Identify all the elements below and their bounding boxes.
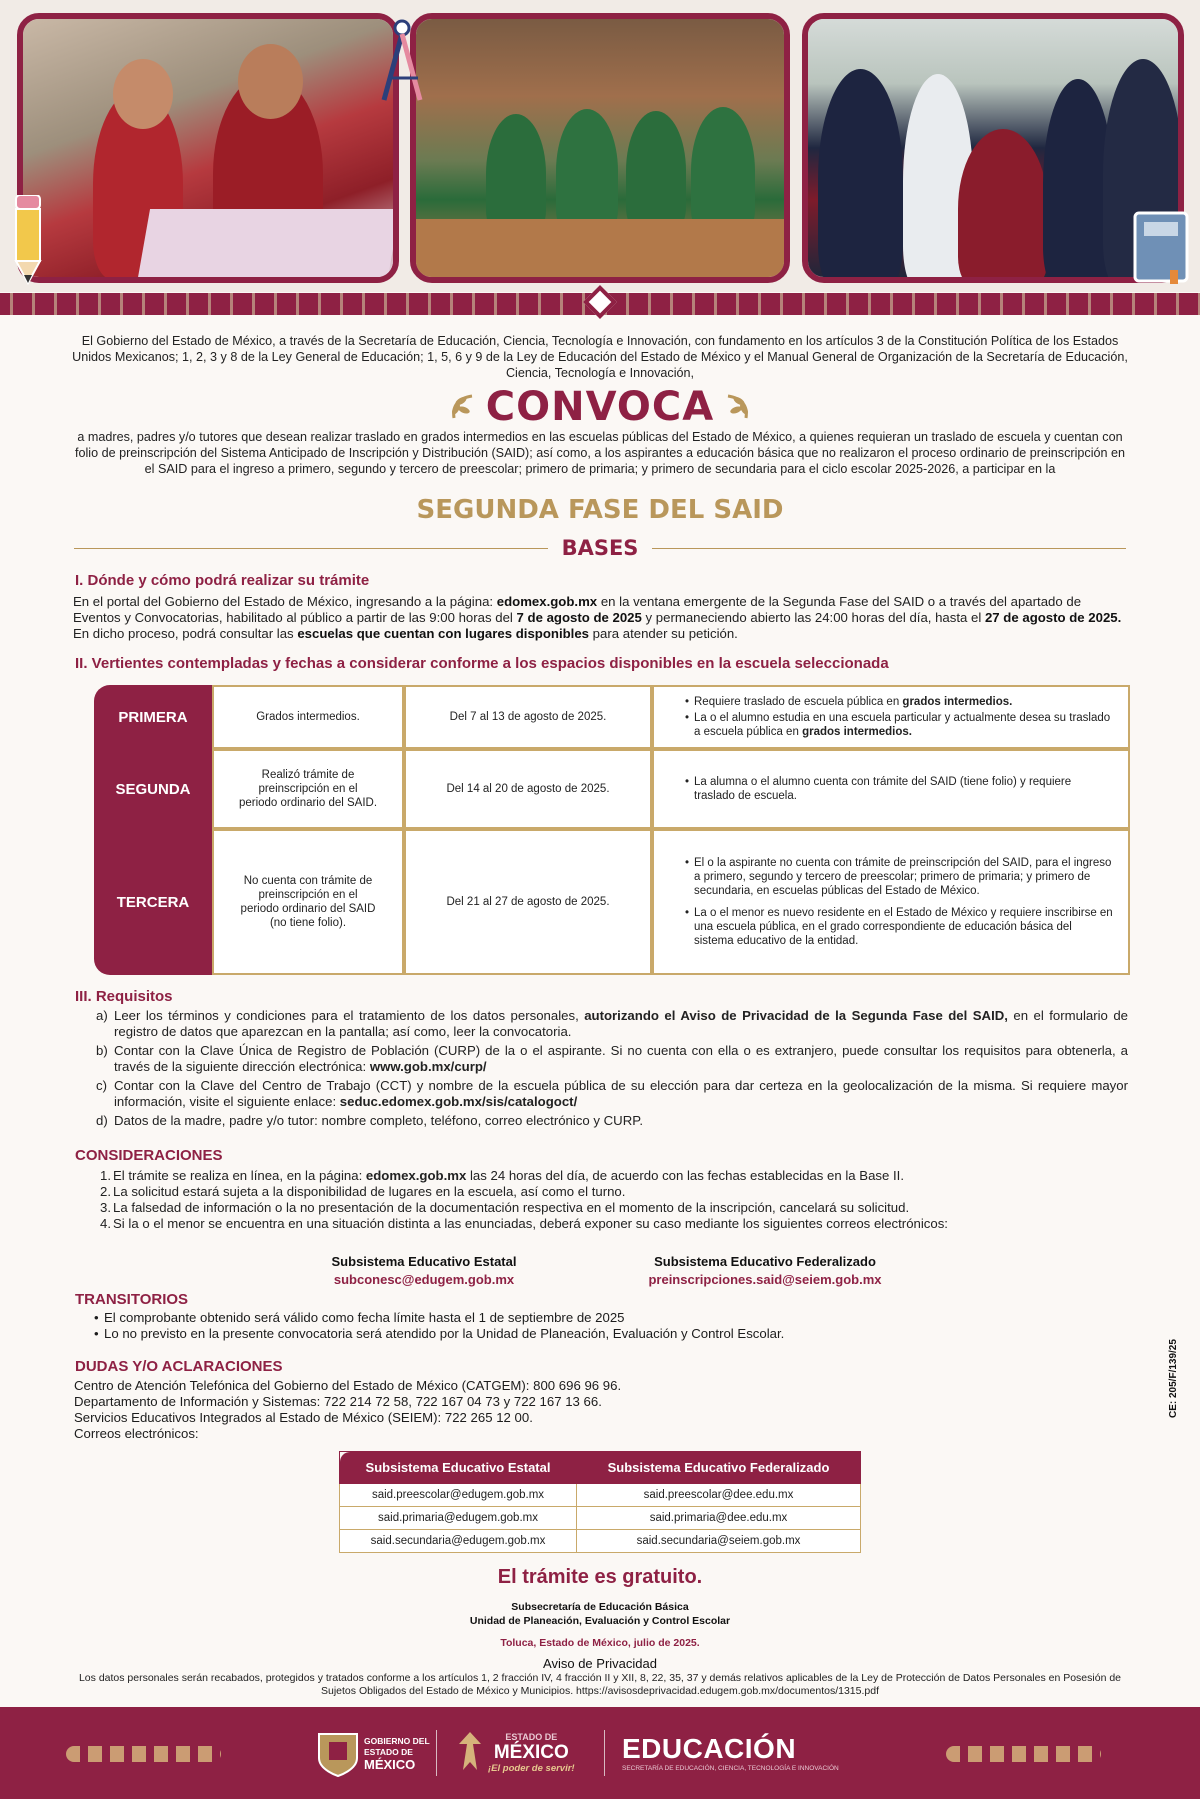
row-dates: Del 14 al 20 de agosto de 2025. (404, 749, 652, 829)
footer-divider (436, 1730, 437, 1776)
table-row (340, 1484, 861, 1507)
row-conditions (652, 685, 1130, 749)
photo-primary-students (410, 13, 790, 283)
list-item: c) Contar con la Clave del Centro de Trabajo (CCT) y nombre de la escuela pública de su elección para dar certeza en la geolocalización de la misma. Si requiere mayor información, visite el siguiente enlace: seduc.edomex.gob.mx/sis/catalogoct/ (96, 1078, 1128, 1109)
bases-title: BASES (561, 536, 639, 560)
notebook-icon (1132, 210, 1190, 286)
list-item: 4. Si la o el menor se encuentra en una situación distinta a las enunciadas, deberá exponer su caso mediante los siguientes correos electrónicos: (100, 1216, 948, 1231)
row-label: PRIMERA (94, 685, 212, 749)
footer-ornament-right (946, 1746, 1101, 1762)
convoca-heading (0, 382, 1200, 432)
section-1-text: En el portal del Gobierno del Estado de México, ingresando a la página: edomex.gob.mx en la ventana emergente de la Segunda Fase del SAID o a través del apartado de Eventos y Convocatorias, habilitado al público a partir de las 9:00 horas del 7 de agosto de 2025 y permaneciendo abierto las 24:00 horas del día, hasta el 27 de agosto de 2025. En dicho proceso, podrá consultar las escuelas que cuentan con lugares disponibles para atender su petición. (73, 594, 1122, 641)
row-dates: Del 7 al 13 de agosto de 2025. (404, 685, 652, 749)
state-seal-icon (315, 1728, 361, 1783)
list-item: 1. El trámite se realiza en línea, en la página: edomex.gob.mx las 24 horas del día, de acuerdo con las fechas establecidas en la Base II. (100, 1168, 904, 1183)
condor-icon (455, 1730, 485, 1774)
footer-ornament-left (66, 1746, 221, 1762)
subsistema-federal-email[interactable]: preinscripciones.said@seiem.gob.mx (648, 1272, 882, 1287)
row-conditions (652, 749, 1130, 829)
list-item: • Lo no previsto en la presente convocatoria será atendido por la Unidad de Planeación, Evaluación y Control Escolar. (94, 1326, 1124, 1342)
convoca-paragraph: a madres, padres y/o tutores que desean realizar traslado en grados intermedios en las escuelas públicas del Estado de México, a quienes requieran un traslado de escuela y cuentan con folio de preinscripción del Sistema Anticipado de Inscripción y Distribución (SAID); así como, a los aspirantes a educación básica que no realizaron el proceso ordinario de preinscripción en el SAID para el ingreso a primero, segundo y tercero de preescolar; primero de primaria; y primero de secundaria para el ciclo escolar 2025-2026, a participar en la (74, 430, 1126, 476)
email-cell[interactable]: said.preescolar@edugem.gob.mx (340, 1484, 577, 1507)
condition-item: • Requiere traslado de escuela pública en grados intermedios. (694, 695, 1114, 709)
portal-link[interactable]: edomex.gob.mx (365, 1168, 467, 1183)
phone-line: Servicios Educativos Integrados al Estado de México (SEIEM): 722 265 12 00. (74, 1410, 533, 1425)
table-row (94, 685, 1130, 749)
transitorios-heading: TRANSITORIOS (75, 1291, 189, 1308)
convoca-title: CONVOCA (485, 384, 715, 430)
divider-line (652, 548, 1126, 549)
photo-secondary-students (802, 13, 1184, 283)
list-item: 2. La solicitud estará sujeta a la disponibilidad de lugares en la escuela, así como el turno. (100, 1184, 626, 1199)
list-item: d) Datos de la madre, padre y/o tutor: nombre completo, teléfono, correo electrónico y CURP. (96, 1113, 643, 1128)
laurel-right-icon (724, 392, 752, 422)
cct-link[interactable]: seduc.edomex.gob.mx/sis/catalogoct/ (339, 1094, 578, 1109)
divider-line (74, 548, 548, 549)
section-3-heading: III. Requisitos (75, 988, 173, 1005)
place-date: Toluca, Estado de México, julio de 2025. (500, 1637, 700, 1649)
vertientes-table (94, 685, 1130, 975)
row-label: SEGUNDA (94, 749, 212, 829)
list-item: b) Contar con la Clave Única de Registro de Población (CURP) de la o el aspirante. Si no cuenta con ella o es extranjero, puede consultar los requisitos para obtenerla, a través de la siguiente dirección electrónica: www.gob.mx/curp/ (96, 1043, 1128, 1074)
pencil-icon (8, 195, 50, 285)
email-cell[interactable]: said.secundaria@edugem.gob.mx (340, 1530, 577, 1553)
row-description: Realizó trámite de preinscripción en el periodo ordinario del SAID. (212, 749, 404, 829)
privacy-text: Los datos personales serán recabados, protegidos y tratados conforme a los artículos 1, 2 fracción IV, 4 fracción II y XII, 8, 22, 35, 37 y demás relativos aplicables de la Ley de Protección de Datos Personales en Posesión de Sujetos Obligados del Estado de México y Municipios. https://avisosdeprivacidad.edugem.gob.mx/documentos/1315.pdf (78, 1672, 1122, 1697)
gobierno-logo: GOBIERNO DEL ESTADO DE MÉXICO (364, 1736, 430, 1772)
email-cell[interactable]: said.secundaria@seiem.gob.mx (577, 1530, 861, 1553)
consideraciones-heading: CONSIDERACIONES (75, 1147, 223, 1164)
row-conditions (652, 829, 1130, 975)
email-cell[interactable]: said.primaria@dee.edu.mx (577, 1507, 861, 1530)
footer-divider (604, 1730, 605, 1776)
emails-label: Correos electrónicos: (74, 1426, 199, 1441)
subsistemas-contacts (0, 1253, 1200, 1293)
requirements-list (96, 1008, 1128, 1132)
signature-line-1: Subsecretaría de Educación Básica (511, 1601, 689, 1613)
condition-item: • La o el menor es nuevo residente en el Estado de México y requiere inscribirse en una escuela pública, en el grado correspondiente de educación básica del sistema educativo de la entidad. (694, 906, 1114, 948)
phone-line: Departamento de Información y Sistemas: 722 214 72 58, 722 167 04 73 y 722 167 13 66. (74, 1394, 602, 1409)
section-1-heading: I. Dónde y cómo podrá realizar su trámite (75, 572, 370, 589)
list-item: 3. La falsedad de información o la no presentación de la documentación respectiva en el momento de la inscripción, cancelará su solicitud. (100, 1200, 910, 1215)
subsistema-estatal-title: Subsistema Educativo Estatal (331, 1254, 517, 1269)
header-photos (0, 0, 1200, 292)
subtitle: SEGUNDA FASE DEL SAID (416, 495, 784, 525)
compass-icon (378, 18, 428, 108)
portal-link[interactable]: edomex.gob.mx (496, 594, 598, 609)
column-header: Subsistema Educativo Estatal (340, 1452, 577, 1484)
emails-table (339, 1451, 861, 1553)
dudas-contacts (74, 1378, 974, 1442)
section-2-heading: II. Vertientes contempladas y fechas a considerar conforme a los espacios disponibles en la escuela seleccionada (75, 655, 889, 672)
row-description: Grados intermedios. (212, 685, 404, 749)
row-dates: Del 21 al 27 de agosto de 2025. (404, 829, 652, 975)
list-item: • El comprobante obtenido será válido como fecha límite hasta el 1 de septiembre de 2025 (94, 1310, 1124, 1326)
signature-line-2: Unidad de Planeación, Evaluación y Control Escolar (469, 1615, 731, 1627)
table-row (94, 749, 1130, 829)
table-row (94, 829, 1130, 975)
privacy-title: Aviso de Privacidad (543, 1656, 657, 1671)
table-row (340, 1530, 861, 1553)
subsistema-federal-title: Subsistema Educativo Federalizado (654, 1254, 876, 1269)
condition-item: • El o la aspirante no cuenta con trámite de preinscripción del SAID, para el ingreso a primero, segundo y tercero de preescolar; primero de primaria; y primero de secundaria, en escuelas públicas del Estado de México. (694, 856, 1114, 898)
consideraciones-list (100, 1168, 1130, 1232)
row-description: No cuenta con trámite de preinscripción en el periodo ordinario del SAID (no tiene folio). (212, 829, 404, 975)
estado-mexico-logo (455, 1730, 485, 1779)
subsistema-estatal (274, 1253, 574, 1289)
list-item: a) Leer los términos y condiciones para el tratamiento de los datos personales, autorizando el Aviso de Privacidad de la Segunda Fase del SAID, en el formulario de registro de datos que aparezcan en la pantalla; así como, leer la convocatoria. (96, 1008, 1129, 1039)
condition-item: • La alumna o el alumno cuenta con trámite del SAID (tiene folio) y requiere traslado de escuela. (694, 775, 1114, 803)
email-cell[interactable]: said.preescolar@dee.edu.mx (577, 1484, 861, 1507)
bases-heading (74, 535, 1126, 561)
estado-mexico-text: ESTADO DE MÉXICO ¡El poder de servir! (488, 1732, 575, 1774)
subsistema-estatal-email[interactable]: subconesc@edugem.gob.mx (333, 1272, 515, 1287)
subsistema-federal (615, 1253, 915, 1289)
row-label: TERCERA (94, 829, 212, 975)
laurel-left-icon (448, 392, 476, 422)
document-code: CE: 205/F/139/25 (1168, 1339, 1179, 1418)
photo-preschool-children (17, 13, 399, 283)
condition-item: • La o el alumno estudia en una escuela particular y actualmente desea su traslado a escuela pública en grados intermedios. (694, 711, 1114, 739)
phone-line: Centro de Atención Telefónica del Gobierno del Estado de México (CATGEM): 800 696 96 96. (74, 1378, 622, 1393)
dudas-heading: DUDAS Y/O ACLARACIONES (75, 1358, 283, 1375)
free-notice: El trámite es gratuito. (497, 1566, 703, 1588)
table-row (340, 1507, 861, 1530)
intro-paragraph: El Gobierno del Estado de México, a través de la Secretaría de Educación, Ciencia, Tecnología e Innovación, con fundamento en los artículos 3 de la Constitución Política de los Estados Unidos Mexicanos; 1, 2, 3 y 8 de la Ley General de Educación; 1, 5, 6 y 9 de la Ley de Educación del Estado de México y el Manual General de Organización de la Secretaría de Educación, Ciencia, Tecnología e Innovación, (72, 334, 1128, 380)
transitorios-list (94, 1310, 1124, 1342)
column-header: Subsistema Educativo Federalizado (577, 1452, 861, 1484)
email-cell[interactable]: said.primaria@edugem.gob.mx (340, 1507, 577, 1530)
educacion-logo: EDUCACIÓN SECRETARÍA DE EDUCACIÓN, CIENCIA, TECNOLOGÍA E INNOVACIÓN (622, 1733, 839, 1772)
curp-link[interactable]: www.gob.mx/curp/ (369, 1059, 487, 1074)
